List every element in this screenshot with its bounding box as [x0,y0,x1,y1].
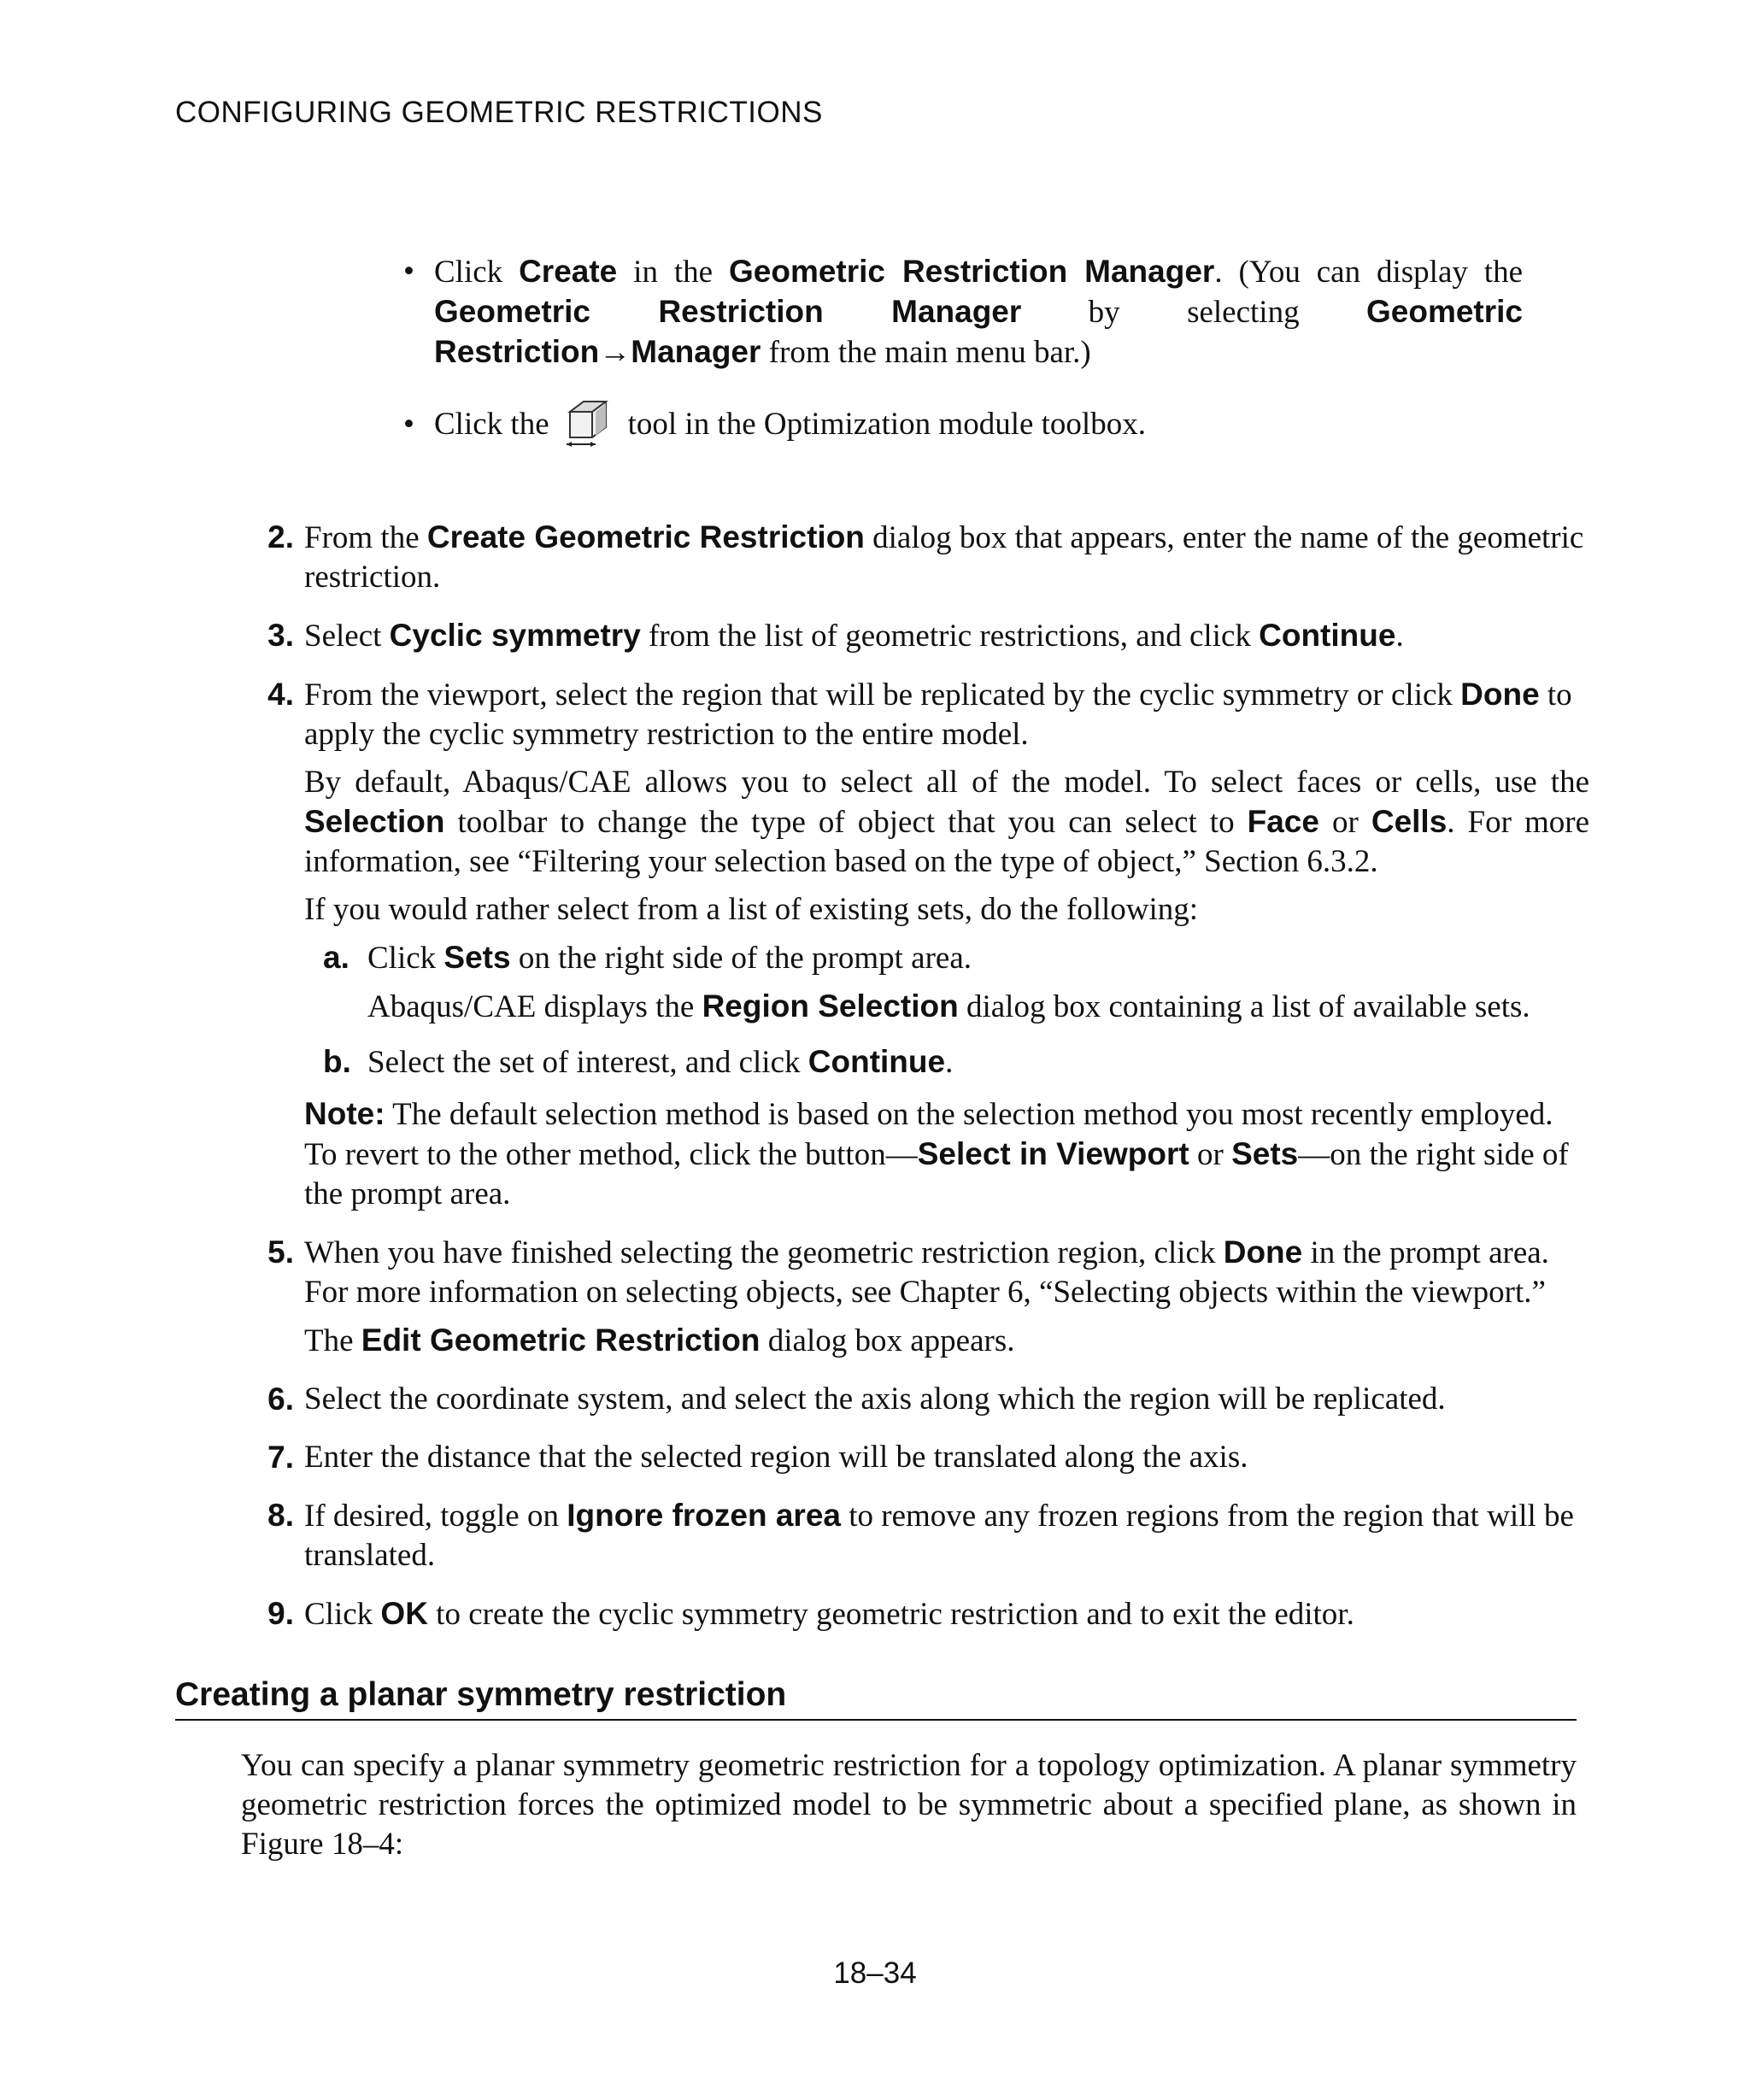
step-8: 8. If desired, toggle on Ignore frozen area to remove any frozen regions from the region that will be translated. [256,1496,1589,1575]
bullet-dot: • [403,254,414,289]
step-4: 4. From the viewport, select the region that will be replicated by the cyclic symmetry or click Done to apply the cyclic symmetry restriction to the entire model. By default, Abaqus/CAE allows you to select all of the model. To select faces or cells, use the Selection toolbar to change the type of object that you can select to Face or Cells. For more information, see “Filtering your selection based on the type of object,” Section 6.3.2. If you would rather select from a list of existing sets, do the following: a. Click Sets on the right side of the prompt area. Abaqus/CAE displays the Region Selection dialog box containing a list of available sets. b. Select the set of interest, and click Continue. Note: The default selection method is based on the selection method you most recently employed. To revert to the other method, click the button—Select in Viewport or Sets—on the right side of the prompt area. [256,675,1589,1214]
sets-intro: If you would rather select from a list of existing sets, do the following: [304,892,1199,927]
running-header: CONFIGURING GEOMETRIC RESTRICTIONS [175,96,823,129]
step-number: 2. [267,519,294,554]
geometric-restriction-tool-icon [558,393,618,448]
bullet-dot: • [403,407,414,442]
step-3: 3. Select Cyclic symmetry from the list of geometric restrictions, and click Continue. [256,616,1589,656]
step-number: 9. [267,1596,294,1631]
step-7: 7. Enter the distance that the selected region will be translated along the axis. [256,1438,1589,1477]
step-9: 9. Click OK to create the cyclic symmetry geometric restriction and to exit the editor. [256,1594,1589,1634]
step-number: 6. [267,1381,294,1417]
substep-letter: a. [323,940,349,975]
method-bullet-list [403,252,1523,444]
bullet-text: Click Create in the Geometric Restriction Manager. (You can display the Geometric Restriction Manager by selecting Geometric Restriction→Manager from the main menu bar.) [434,254,1524,370]
bullet-item: • Click the tool in the Optimization module toolbox. [403,390,1523,444]
step-2: 2. From the Create Geometric Restriction dialog box that appears, enter the name of the geometric restriction. [256,518,1589,597]
note-label: Note: [304,1096,385,1131]
page-number: 18–34 [833,1956,917,1990]
step-number: 3. [267,618,294,653]
substep-a: a. Click Sets on the right side of the prompt area. Abaqus/CAE displays the Region Selection dialog box containing a list of available sets. [323,940,1530,1024]
substep-letter: b. [323,1044,351,1079]
bullet-item [403,252,1523,372]
step-6: 6. Select the coordinate system, and select the axis along which the region will be replicated. [256,1380,1589,1419]
step-number: 8. [267,1498,294,1533]
note: Note: The default selection method is based on the selection method you most recently employed. To revert to the other method, click the button—Select in Viewport or Sets—on the right side of the prompt area. [304,1096,1569,1211]
step-number: 7. [267,1440,294,1475]
step-number: 4. [267,677,294,712]
procedure-steps [256,518,1589,1653]
section-body: You can specify a planar symmetry geometric restriction for a topology optimization. A planar symmetry geometric restriction forces the optimized model to be symmetric about a specified plane, as shown in Figure 18–4: [241,1748,1577,1862]
section-heading: Creating a planar symmetry restriction [175,1676,1577,1721]
create-label: Create [519,254,618,289]
substep-b: b. Select the set of interest, and click Continue. [323,1044,954,1080]
step-5: 5. When you have finished selecting the geometric restriction region, click Done in the prompt area. For more information on selecting objects, see Chapter 6, “Selecting objects within the viewport.” The Edit Geometric Restriction dialog box appears. [256,1233,1589,1361]
step-number: 5. [267,1235,294,1270]
